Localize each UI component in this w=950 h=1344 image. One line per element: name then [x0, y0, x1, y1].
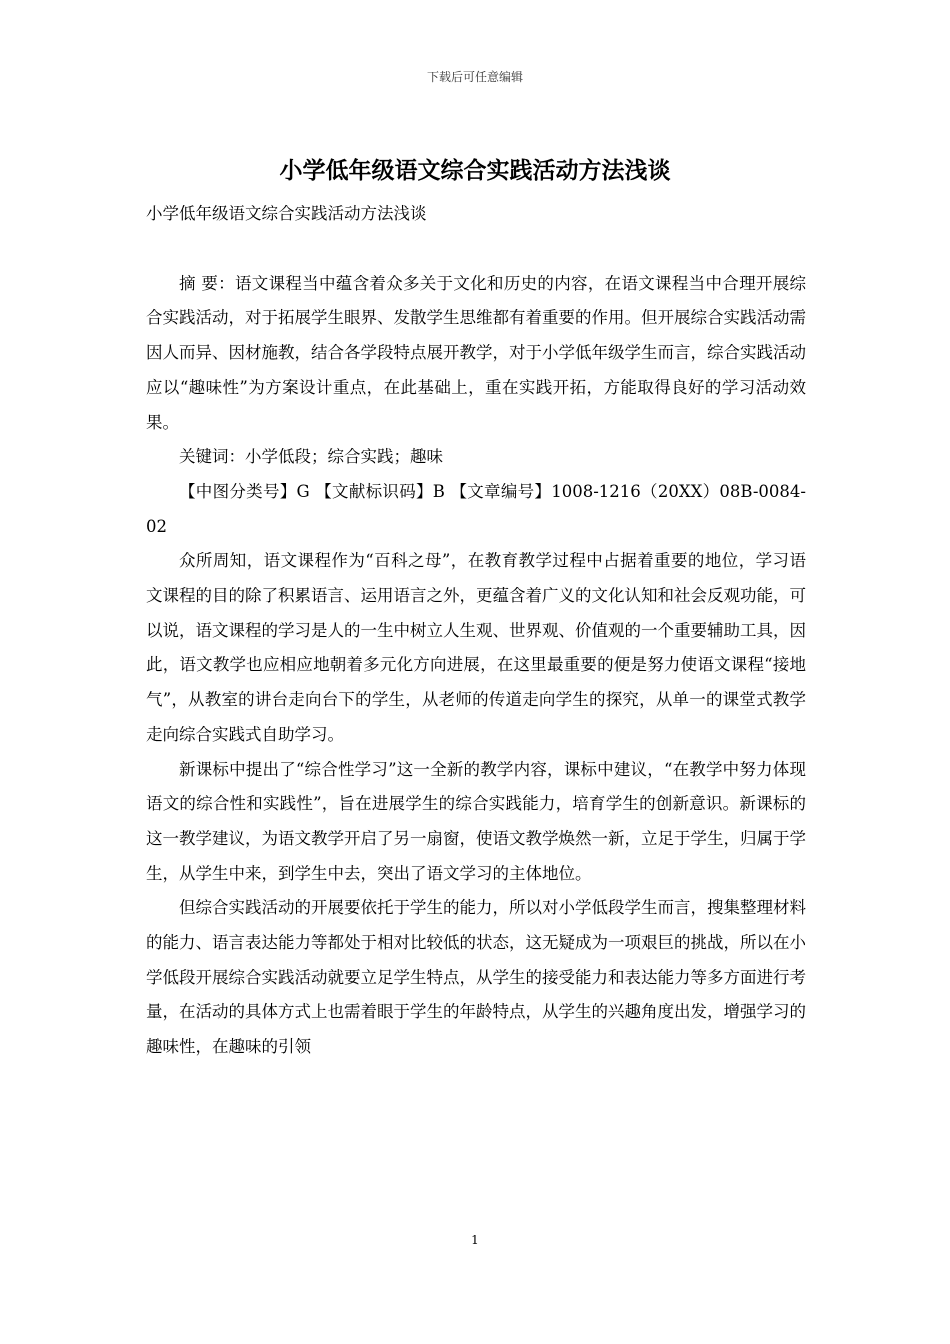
page-number: 1 — [471, 1233, 479, 1247]
classification-line: 【中图分类号】G 【文献标识码】B 【文章编号】1008-1216（20XX）08B-0084-02 — [146, 481, 806, 536]
document-body — [146, 197, 806, 1065]
keywords-line: 关键词：小学低段；综合实践；趣味 — [179, 447, 443, 467]
document-title: 小学低年级语文综合实践活动方法浅谈 — [279, 157, 671, 184]
abstract-paragraph: 摘 要：语文课程当中蕴含着众多关于文化和历史的内容，在语文课程当中合理开展综合实践活动，对于拓展学生眼界、发散学生思维都有着重要的作用。但开展综合实践活动需因人而异、因材施教，结合各学段特点展开教学，对于小学低年级学生而言，综合实践活动应以“趣味性”为方案设计重点，在此基础上，重在实践开拓，方能取得良好的学习活动效果。 — [146, 273, 806, 432]
body-paragraph-3: 但综合实践活动的开展要依托于学生的能力，所以对小学低段学生而言，搜集整理材料的能力、语言表达能力等都处于相对比较低的状态，这无疑成为一项艰巨的挑战，所以在小学低段开展综合实践活动就要立足学生特点，从学生的接受能力和表达能力等多方面进行考量，在活动的具体方式上也需着眼于学生的年龄特点，从学生的兴趣角度出发，增强学习的趣味性，在趣味的引领 — [146, 898, 806, 1057]
header-note: 下载后可任意编辑 — [426, 70, 523, 84]
body-paragraph-2: 新课标中提出了“综合性学习”这一全新的教学内容，课标中建议，“在教学中努力体现语文的综合性和实践性”，旨在进展学生的综合实践能力，培育学生的创新意识。新课标的这一教学建议，为语文教学开启了另一扇窗，使语文教学焕然一新，立足于学生，归属于学生，从学生中来，到学生中去，突出了语文学习的主体地位。 — [146, 759, 806, 883]
document-subtitle: 小学低年级语文综合实践活动方法浅谈 — [146, 204, 427, 223]
body-paragraph-1: 众所周知，语文课程作为“百科之母”，在教育教学过程中占据着重要的地位，学习语文课程的目的除了积累语言、运用语言之外，更蕴含着广义的文化认知和社会反观功能，可以说，语文课程的学习是人的一生中树立人生观、世界观、价值观的一个重要辅助工具，因此，语文教学也应相应地朝着多元化方向进展，在这里最重要的便是努力使语文课程“接地气”，从教室的讲台走向台下的学生，从老师的传道走向学生的探究，从单一的课堂式教学走向综合实践式自助学习。 — [146, 551, 806, 744]
